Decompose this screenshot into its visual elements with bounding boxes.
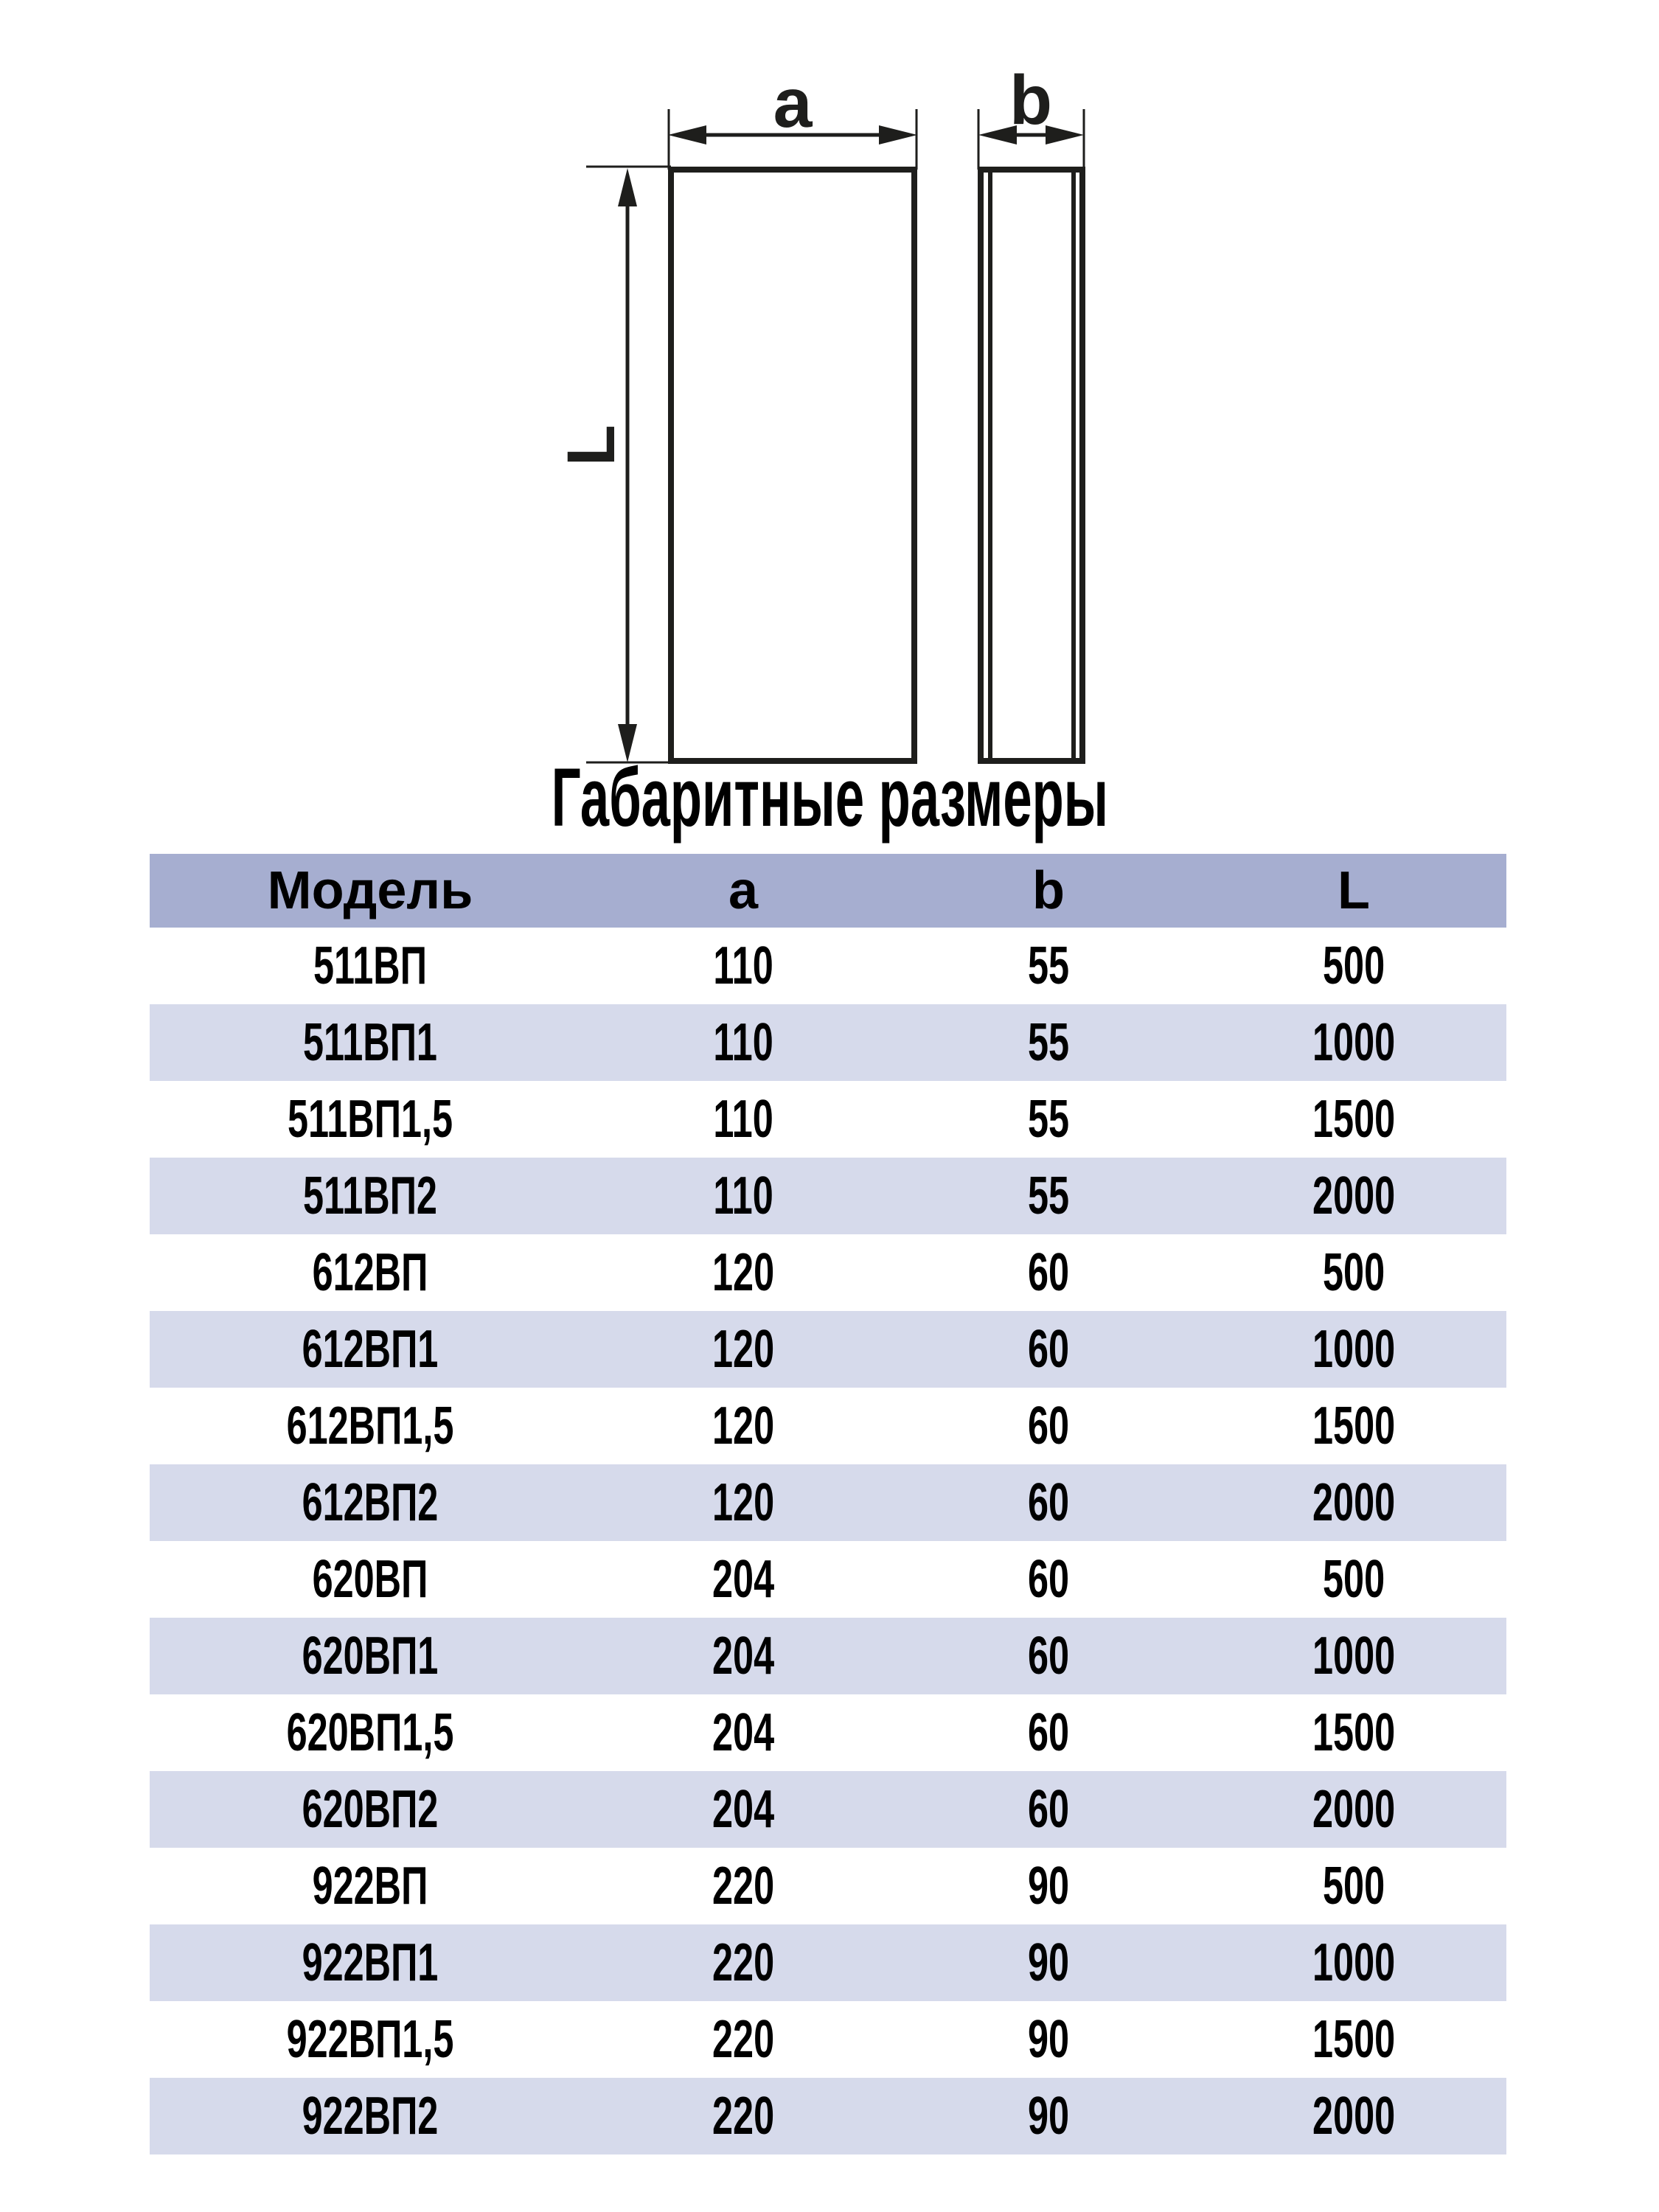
cell-model: 620ВП2 xyxy=(302,1780,439,1839)
table-row xyxy=(150,1081,1506,1158)
cell-b: 60 xyxy=(1027,1550,1070,1609)
col-header-a: a xyxy=(591,854,896,928)
cell-a: 204 xyxy=(712,1780,775,1839)
dim-a-arrow-right xyxy=(879,125,917,145)
cell-a: 220 xyxy=(712,1857,775,1916)
cell-b: 55 xyxy=(1027,1090,1070,1149)
cell-b: 90 xyxy=(1027,2010,1070,2069)
cell-a: 120 xyxy=(712,1243,775,1302)
table-header xyxy=(150,854,1506,928)
cell-L: 1500 xyxy=(1312,1397,1396,1455)
dim-l-arrow-top xyxy=(618,168,637,206)
cell-model: 511ВП xyxy=(313,936,427,995)
col-header-model: Модель xyxy=(150,854,591,928)
cell-L: 2000 xyxy=(1312,1780,1396,1839)
cell-a: 120 xyxy=(712,1397,775,1455)
cell-model: 922ВП xyxy=(312,1857,428,1916)
dimensions-table xyxy=(150,854,1506,2154)
table-row xyxy=(150,1771,1506,1848)
dim-label-l: L xyxy=(554,424,629,467)
cell-model: 620ВП1 xyxy=(302,1627,439,1686)
cell-b: 55 xyxy=(1027,1166,1070,1225)
cell-model: 922ВП1 xyxy=(302,1933,439,1992)
cell-a: 110 xyxy=(713,936,773,995)
cell-model: 511ВП1,5 xyxy=(288,1090,453,1149)
table-row xyxy=(150,1311,1506,1388)
cell-L: 2000 xyxy=(1312,2087,1396,2146)
cell-b: 60 xyxy=(1027,1397,1070,1455)
cell-L: 500 xyxy=(1322,1550,1385,1609)
cell-L: 1500 xyxy=(1312,1090,1396,1149)
cell-model: 511ВП2 xyxy=(303,1166,437,1225)
table-row xyxy=(150,1694,1506,1771)
cell-b: 60 xyxy=(1027,1320,1070,1379)
cell-L: 1000 xyxy=(1312,1933,1396,1992)
cell-b: 90 xyxy=(1027,2087,1070,2146)
cell-b: 60 xyxy=(1027,1473,1070,1532)
table-row xyxy=(150,1924,1506,2001)
table-row xyxy=(150,1158,1506,1234)
cell-a: 110 xyxy=(713,1013,773,1072)
table-row xyxy=(150,2001,1506,2078)
cell-model: 922ВП1,5 xyxy=(286,2010,454,2069)
cell-L: 1000 xyxy=(1312,1320,1396,1379)
cell-b: 60 xyxy=(1027,1780,1070,1839)
cell-a: 204 xyxy=(712,1550,775,1609)
cell-a: 204 xyxy=(712,1627,775,1686)
cell-L: 2000 xyxy=(1312,1166,1396,1225)
col-header-b: b xyxy=(896,854,1201,928)
table-row xyxy=(150,1618,1506,1694)
cell-b: 60 xyxy=(1027,1703,1070,1762)
cell-L: 500 xyxy=(1322,1243,1385,1302)
cell-L: 500 xyxy=(1322,1857,1385,1916)
table-row xyxy=(150,1464,1506,1541)
table-row xyxy=(150,1541,1506,1618)
cell-model: 612ВП2 xyxy=(302,1473,439,1532)
cell-a: 110 xyxy=(713,1090,773,1149)
front-view-outline xyxy=(671,170,914,761)
cell-b: 55 xyxy=(1027,936,1070,995)
table-row xyxy=(150,1848,1506,1924)
dim-label-b: b xyxy=(1009,61,1053,139)
cell-b: 60 xyxy=(1027,1627,1070,1686)
cell-model: 922ВП2 xyxy=(302,2087,439,2146)
table-row xyxy=(150,928,1506,1004)
cell-L: 500 xyxy=(1322,936,1385,995)
col-header-l: L xyxy=(1201,854,1506,928)
caption-row xyxy=(0,751,1659,844)
table-header-row xyxy=(150,854,1506,928)
table-row xyxy=(150,1388,1506,1464)
cell-b: 60 xyxy=(1027,1243,1070,1302)
dim-label-a: a xyxy=(773,64,813,142)
cell-model: 612ВП1,5 xyxy=(286,1397,454,1455)
cell-L: 1500 xyxy=(1312,2010,1396,2069)
diagram-caption: Габаритные размеры xyxy=(551,751,1108,844)
cell-a: 120 xyxy=(712,1320,775,1379)
cell-L: 1500 xyxy=(1312,1703,1396,1762)
table-row xyxy=(150,1004,1506,1081)
cell-model: 620ВП xyxy=(312,1550,428,1609)
cell-a: 120 xyxy=(712,1473,775,1532)
cell-model: 612ВП1 xyxy=(302,1320,439,1379)
cell-a: 220 xyxy=(712,1933,775,1992)
dimensions-diagram xyxy=(516,44,1150,844)
table-body xyxy=(150,928,1506,2154)
table-row xyxy=(150,1234,1506,1311)
dim-a-arrow-left xyxy=(668,125,706,145)
cell-a: 110 xyxy=(713,1166,773,1225)
cell-L: 1000 xyxy=(1312,1013,1396,1072)
cell-L: 1000 xyxy=(1312,1627,1396,1686)
cell-b: 90 xyxy=(1027,1857,1070,1916)
cell-L: 2000 xyxy=(1312,1473,1396,1532)
cell-a: 220 xyxy=(712,2087,775,2146)
table-row xyxy=(150,2078,1506,2154)
cell-a: 204 xyxy=(712,1703,775,1762)
cell-model: 612ВП xyxy=(312,1243,428,1302)
side-view-outline xyxy=(981,170,1082,761)
cell-b: 90 xyxy=(1027,1933,1070,1992)
cell-b: 55 xyxy=(1027,1013,1070,1072)
cell-model: 620ВП1,5 xyxy=(286,1703,454,1762)
cell-a: 220 xyxy=(712,2010,775,2069)
cell-model: 511ВП1 xyxy=(303,1013,437,1072)
